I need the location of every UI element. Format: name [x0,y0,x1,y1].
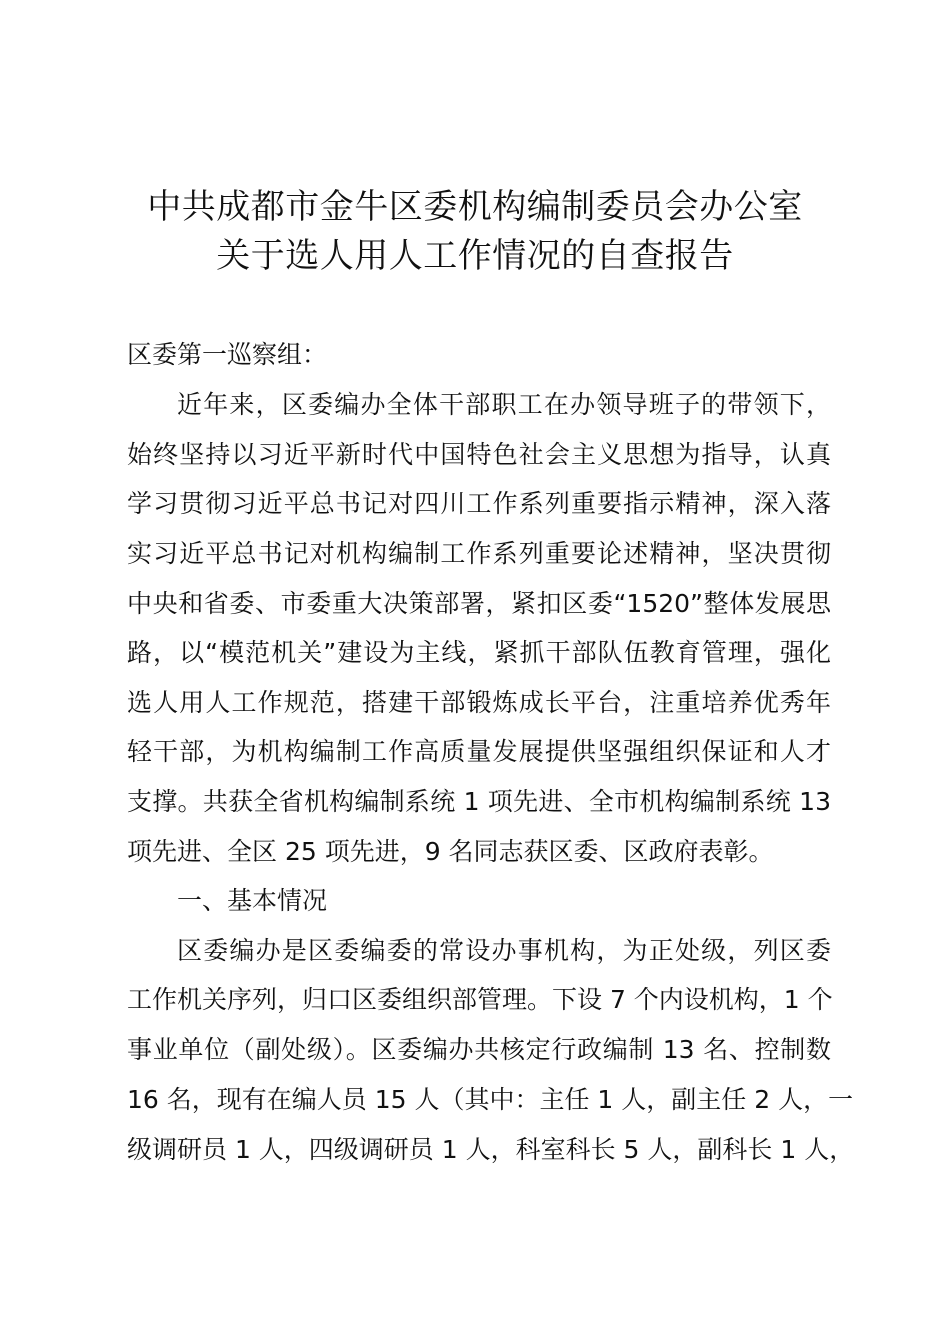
paragraph-line: 中央和省委、市委重大决策部署，紧扣区委“1520”整体发展思 [127,589,831,618]
paragraph-line: 支撑。共获全省机构编制系统 1 项先进、全市机构编制系统 13 [127,787,831,816]
document-title-line-2: 关于选人用人工作情况的自查报告 [216,236,734,276]
paragraph-line: 实习近平总书记对机构编制工作系列重要论述精神，坚决贯彻 [127,539,831,568]
paragraph-line: 路，以“模范机关”建设为主线，紧抓干部队伍教育管理，强化 [127,638,831,667]
paragraph-line: 选人用人工作规范，搭建干部锻炼成长平台，注重培养优秀年 [127,688,831,717]
paragraph-line: 级调研员 1 人，四级调研员 1 人，科室科长 5 人，副科长 1 人， [127,1135,855,1164]
document-title-line-1: 中共成都市金牛区委机构编制委员会办公室 [147,187,803,227]
paragraph-line: 始终坚持以习近平新时代中国特色社会主义思想为指导，认真 [127,440,831,469]
paragraph-line: 区委编办是区委编委的常设办事机构，为正处级，列区委 [177,936,831,965]
paragraph-line: 16 名，现有在编人员 15 人（其中：主任 1 人，副主任 2 人，一 [127,1085,854,1114]
paragraph-line: 事业单位（副处级）。区委编办共核定行政编制 13 名、控制数 [127,1035,831,1064]
paragraph-line: 项先进、全区 25 项先进，9 名同志获区委、区政府表彰。 [127,837,774,866]
section-heading-basic-situation: 一、基本情况 [177,886,328,915]
paragraph-line: 轻干部，为机构编制工作高质量发展提供坚强组织保证和人才 [127,737,831,766]
salutation: 区委第一巡察组： [127,340,328,369]
paragraph-line: 工作机关序列，归口区委组织部管理。下设 7 个内设机构，1 个 [127,985,833,1014]
paragraph-line: 近年来，区委编办全体干部职工在办领导班子的带领下， [177,390,831,419]
paragraph-line: 学习贯彻习近平总书记对四川工作系列重要指示精神，深入落 [127,489,831,518]
